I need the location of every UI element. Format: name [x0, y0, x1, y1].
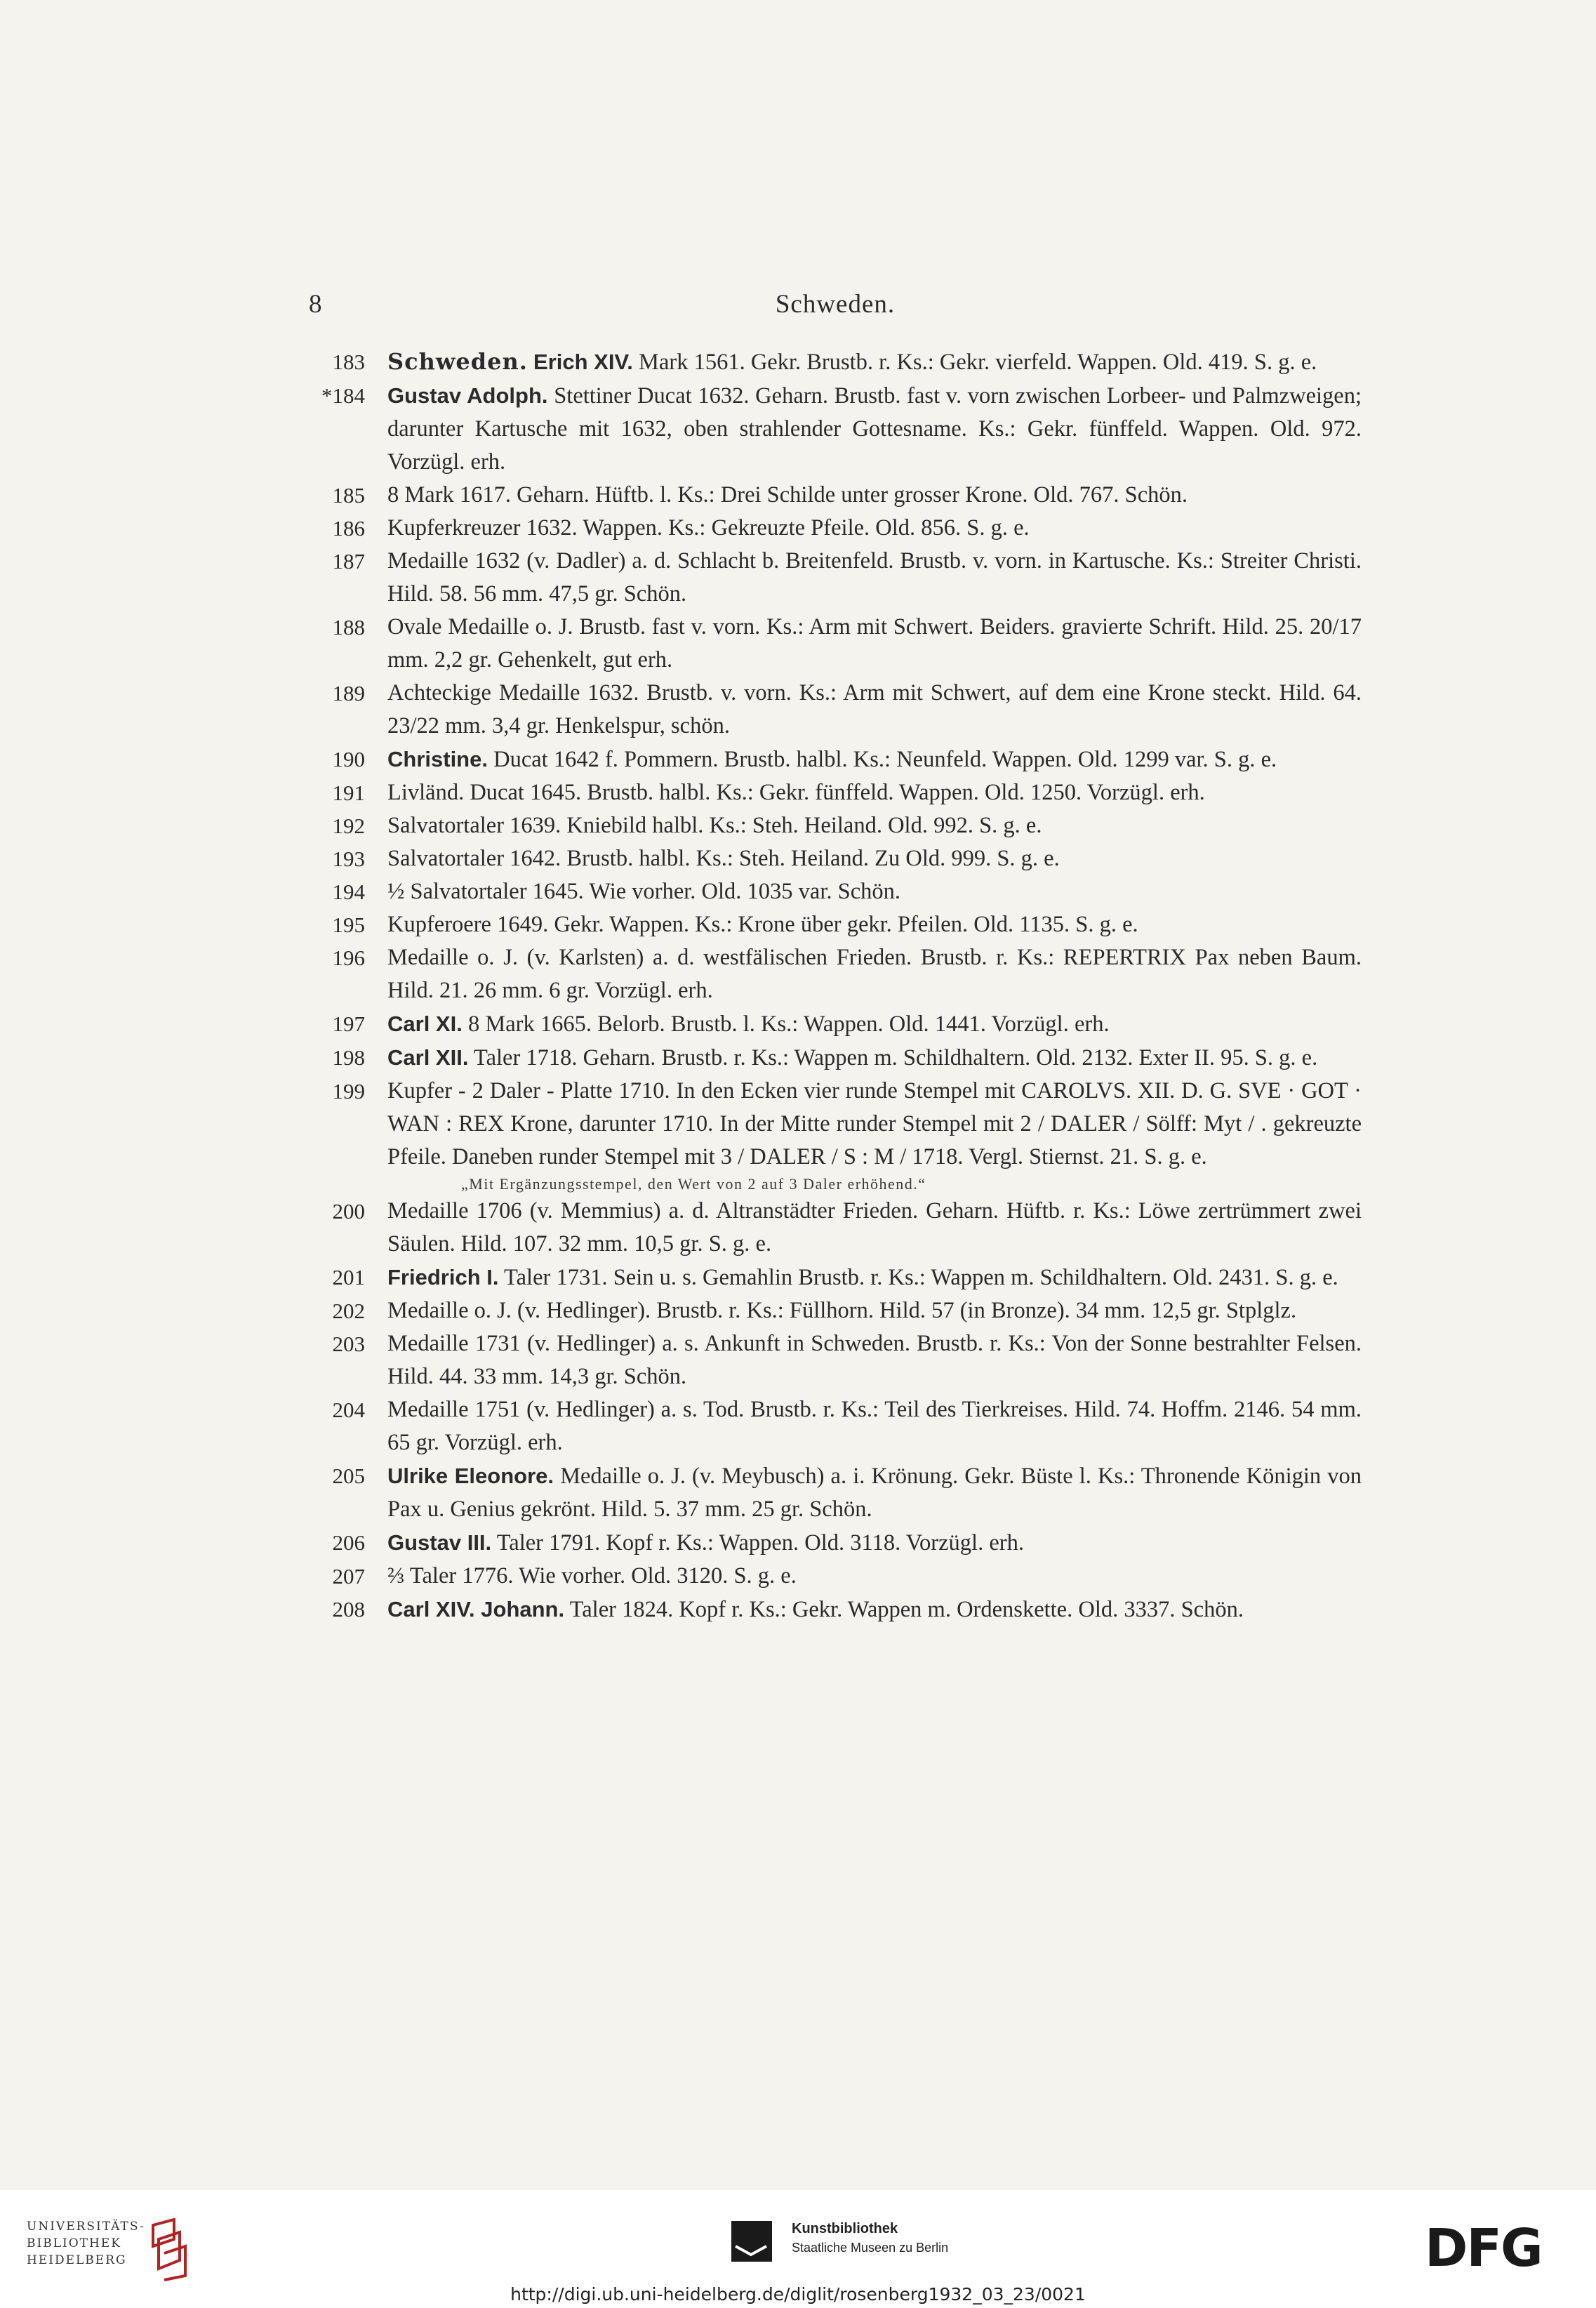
ruler-name: Gustav Adolph. [387, 383, 548, 408]
entry-text [387, 545, 1362, 611]
entry-number: *184 [321, 383, 365, 408]
catalogue-entry [316, 345, 1362, 379]
entry-text [387, 379, 1362, 479]
kunstbibliothek-logo[interactable] [730, 2218, 1011, 2267]
entry-description: Taler 1824. Kopf r. Ks.: Gekr. Wappen m. Ordenskette. Old. 3337. Schön. [569, 1597, 1244, 1622]
catalogue-entry [316, 379, 1362, 479]
catalogue-entry [316, 875, 1362, 908]
entry-description: Medaille 1731 (v. Hedlinger) a. s. Ankunft in Schweden. Brustb. r. Ks.: Von der Sonne bestrahlter Felsen. Hild. 44. 33 mm. 14,3 gr. Schön. [387, 1331, 1362, 1389]
country-heading: Schweden. [387, 348, 528, 375]
entry-number: 195 [332, 913, 365, 937]
entry-number: 193 [332, 847, 365, 871]
entry-description: Medaille o. J. (v. Meybusch) a. i. Krönung. Gekr. Büste l. Ks.: Thronende Königin von Pax u. Genius gekrönt. Hild. 5. 37 mm. 25 gr. Schön. [387, 1464, 1362, 1522]
dfg-logo[interactable]: DFG [1425, 2218, 1542, 2279]
catalogue-entry [316, 1195, 1362, 1261]
ruler-name: Ulrike Eleonore. [387, 1464, 554, 1488]
catalogue-entry [316, 1294, 1362, 1327]
entry-number: 202 [332, 1299, 365, 1323]
ruler-name: Carl XIV. Johann. [387, 1597, 565, 1621]
catalogue-entry [316, 1041, 1362, 1075]
university-line: UNIVERSITÄTS- [27, 2220, 145, 2234]
entry-text [387, 1560, 1362, 1593]
entry-number: 199 [332, 1079, 365, 1103]
heidelberg-seal-icon [146, 2218, 195, 2281]
entry-number: 201 [332, 1265, 365, 1289]
entry-number: 207 [332, 1564, 365, 1589]
entry-description: Kupferkreuzer 1632. Wappen. Ks.: Gekreuzte Pfeile. Old. 856. S. g. e. [387, 515, 1030, 540]
entry-description: Stettiner Ducat 1632. Geharn. Brustb. fast v. vorn zwischen Lorbeer- und Palmzweigen; darunter Kartusche mit 1632, oben strahlender Gottesname. Ks.: Gekr. fünffeld. Wappen. Old. 972. Vorzügl. erh. [387, 383, 1362, 475]
entry-text [387, 512, 1362, 545]
entry-description: Medaille 1751 (v. Hedlinger) a. s. Tod. Brustb. r. Ks.: Teil des Tierkreises. Hild. 74. Hoffm. 2146. 54 mm. 65 gr. Vorzügl. erh. [387, 1397, 1362, 1455]
entry-description: Ovale Medaille o. J. Brustb. fast v. vorn. Ks.: Arm mit Schwert. Beiders. gravierte Schrift. Hild. 25. 20/17 mm. 2,2 gr. Gehenkelt, gut erh. [387, 614, 1362, 672]
catalogue-entry [316, 611, 1362, 677]
catalogue-entry [316, 1261, 1362, 1294]
entry-text [387, 611, 1362, 677]
entry-description: Medaille 1632 (v. Dadler) a. d. Schlacht b. Breitenfeld. Brustb. v. vorn. in Kartusche. Ks.: Streiter Christi. Hild. 58. 56 mm. 47,5 gr. Schön. [387, 548, 1362, 606]
entry-text [387, 345, 1362, 379]
entry-description: 8 Mark 1665. Belorb. Brustb. l. Ks.: Wappen. Old. 1441. Vorzügl. erh. [467, 1012, 1110, 1037]
catalogue-entry [316, 908, 1362, 941]
entry-description: Kupferoere 1649. Gekr. Wappen. Ks.: Krone über gekr. Pfeilen. Old. 1135. S. g. e. [387, 912, 1138, 937]
entry-description: Mark 1561. Gekr. Brustb. r. Ks.: Gekr. vierfeld. Wappen. Old. 419. S. g. e. [639, 350, 1317, 375]
ruler-name: Carl XI. [387, 1012, 463, 1036]
entry-number: 196 [332, 946, 365, 970]
entry-number: 185 [332, 483, 365, 508]
entry-text [387, 1294, 1362, 1327]
kunstbibliothek-emblem-icon [730, 2218, 779, 2267]
university-line: BIBLIOTHEK [27, 2236, 121, 2250]
catalogue-entry [316, 1459, 1362, 1526]
entry-number: 191 [332, 781, 365, 805]
catalogue-entry [316, 545, 1362, 611]
entry-description: Salvatortaler 1639. Kniebild halbl. Ks.: Steh. Heiland. Old. 992. S. g. e. [387, 813, 1042, 838]
entry-number: 183 [332, 350, 365, 374]
entry-number: 186 [332, 516, 365, 540]
footer-bar [0, 2190, 1596, 2308]
entry-description: Ducat 1642 f. Pommern. Brustb. halbl. Ks.: Neunfeld. Wappen. Old. 1299 var. S. g. e. [493, 747, 1277, 772]
entry-description: Medaille 1706 (v. Memmius) a. d. Altranstädter Frieden. Geharn. Hüftb. r. Ks.: Löwe zertrümmert zwei Säulen. Hild. 107. 32 mm. 10,5 gr. S. g. e. [387, 1198, 1362, 1256]
entry-number: 204 [332, 1398, 365, 1422]
kunstbibliothek-name: Kunstbibliothek [792, 2221, 898, 2236]
entry-description: Taler 1718. Geharn. Brustb. r. Ks.: Wappen m. Schildhaltern. Old. 2132. Exter II. 95. S. g. e. [473, 1045, 1318, 1070]
catalogue-entry [316, 809, 1362, 842]
entry-text [387, 941, 1362, 1007]
catalogue-entry [316, 1327, 1362, 1393]
ruler-name: Gustav III. [387, 1530, 492, 1555]
source-url-link[interactable]: http://digi.ub.uni-heidelberg.de/diglit/rosenberg1932_03_23/0021 [510, 2284, 1086, 2304]
entry-description: Taler 1731. Sein u. s. Gemahlin Brustb. r. Ks.: Wappen m. Schildhaltern. Old. 2431. S. g. e. [504, 1265, 1338, 1290]
entry-text [387, 1327, 1362, 1393]
ruler-name: Friedrich I. [387, 1265, 499, 1289]
entry-number: 205 [332, 1464, 365, 1488]
entry-description: Livländ. Ducat 1645. Brustb. halbl. Ks.: Gekr. fünffeld. Wappen. Old. 1250. Vorzügl. erh. [387, 780, 1205, 805]
kunstbibliothek-subtitle: Staatliche Museen zu Berlin [792, 2241, 949, 2255]
catalogue-entry [316, 1075, 1362, 1195]
entry-description: Medaille o. J. (v. Hedlinger). Brustb. r. Ks.: Füllhorn. Hild. 57 (in Bronze). 34 mm. 12,5 gr. Stplglz. [387, 1298, 1297, 1323]
entry-description: ½ Salvatortaler 1645. Wie vorher. Old. 1035 var. Schön. [387, 879, 901, 904]
entry-number: 187 [332, 549, 365, 573]
running-head [309, 289, 1362, 324]
catalogue-entry [316, 479, 1362, 512]
entry-description: ⅔ Taler 1776. Wie vorher. Old. 3120. S. g. e. [387, 1563, 797, 1589]
entry-number: 190 [332, 747, 365, 771]
catalogue-entry [316, 1526, 1362, 1560]
entry-number: 194 [332, 880, 365, 904]
entry-text [387, 1041, 1362, 1075]
catalogue-entry [316, 776, 1362, 809]
catalogue-entry [316, 842, 1362, 875]
entry-text [387, 743, 1362, 776]
entry-text [387, 875, 1362, 908]
ruler-name: Erich XIV. [533, 350, 633, 374]
entry-number: 206 [332, 1530, 365, 1555]
catalogue-entry [316, 1593, 1362, 1626]
entry-description: Achteckige Medaille 1632. Brustb. v. vorn. Ks.: Arm mit Schwert, auf dem eine Krone steckt. Hild. 64. 23/22 mm. 3,4 gr. Henkelspur, schön. [387, 680, 1362, 738]
entry-text [387, 1393, 1362, 1459]
entry-number: 188 [332, 615, 365, 639]
entry-description: Taler 1791. Kopf r. Ks.: Wappen. Old. 3118. Vorzügl. erh. [496, 1530, 1024, 1556]
catalogue-entry [316, 677, 1362, 743]
entry-number: 192 [332, 814, 365, 838]
entry-text [387, 1007, 1362, 1041]
entry-text [387, 776, 1362, 809]
catalogue-entry [316, 512, 1362, 545]
university-line: HEIDELBERG [27, 2253, 127, 2267]
entry-description: Medaille o. J. (v. Karlsten) a. d. westfälischen Frieden. Brustb. r. Ks.: REPERTRIX Pax neben Baum. Hild. 21. 26 mm. 6 gr. Vorzügl. erh. [387, 945, 1362, 1003]
ruler-name: Christine. [387, 747, 488, 771]
entry-text [387, 1459, 1362, 1526]
ruler-name: Carl XII. [387, 1045, 469, 1070]
entry-text [387, 479, 1362, 512]
entry-number: 198 [332, 1045, 365, 1070]
entry-number: 197 [332, 1012, 365, 1036]
page-number: 8 [309, 290, 323, 319]
entry-text [387, 1593, 1362, 1626]
entry-number: 208 [332, 1597, 365, 1621]
entry-text [387, 908, 1362, 941]
catalogue-entries [316, 345, 1362, 1626]
university-name [27, 2218, 145, 2269]
entry-text [387, 1195, 1362, 1261]
entry-description: 8 Mark 1617. Geharn. Hüftb. l. Ks.: Drei Schilde unter grosser Krone. Old. 767. Schön. [387, 482, 1188, 508]
entry-text [387, 1261, 1362, 1294]
entry-text [387, 1526, 1362, 1560]
entry-number: 203 [332, 1332, 365, 1356]
catalogue-entry [316, 1560, 1362, 1593]
entry-description: Kupfer - 2 Daler - Platte 1710. In den Ecken vier runde Stempel mit CAROLVS. XII. D. G. SVE · GOT · WAN : REX Krone, darunter 1710. In der Mitte runder Stempel mit 2 / DALER / Sölff: Myt / . gekreuzte Pfeile. Daneben runder Stempel mit 3 / DALER / S : M / 1718. Vergl. Stiernst. 21. S. g. e. [387, 1078, 1362, 1169]
entry-text [387, 1075, 1362, 1174]
catalogue-entry [316, 1007, 1362, 1041]
entry-text [387, 809, 1362, 842]
entry-number: 189 [332, 681, 365, 705]
catalogue-entry [316, 941, 1362, 1007]
catalogue-entry [316, 743, 1362, 776]
entry-footnote: „Mit Ergänzungsstempel, den Wert von 2 auf 3 Daler erhöhend.“ [461, 1175, 926, 1193]
entry-text [387, 677, 1362, 743]
entry-text [387, 842, 1362, 875]
running-title: Schweden. [775, 290, 896, 319]
catalogue-entry [316, 1393, 1362, 1459]
entry-description: Salvatortaler 1642. Brustb. halbl. Ks.: Steh. Heiland. Zu Old. 999. S. g. e. [387, 846, 1060, 871]
entry-number: 200 [332, 1199, 365, 1223]
